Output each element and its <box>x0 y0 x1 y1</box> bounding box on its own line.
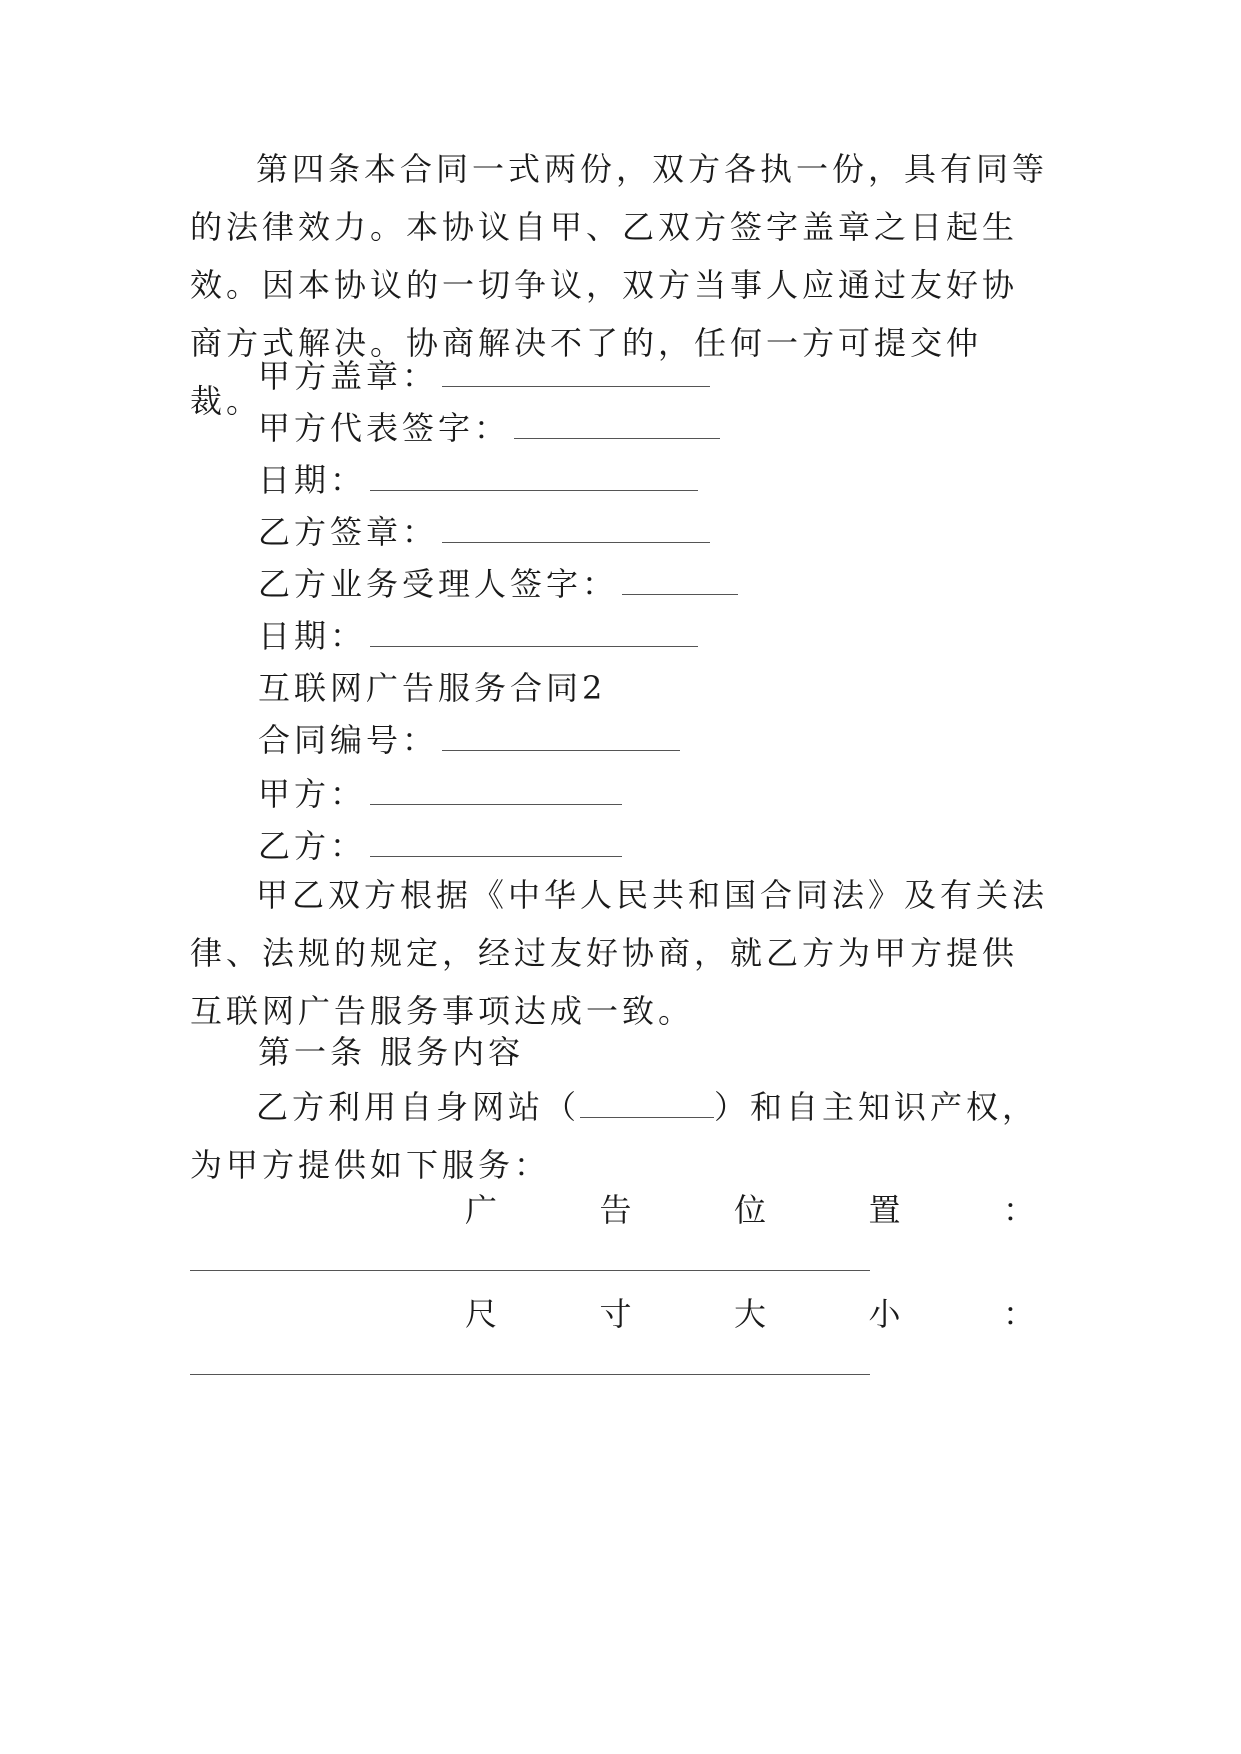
ad-position-row <box>465 1190 1035 1230</box>
ad-position-char-2: 告 <box>599 1191 632 1229</box>
party-a-rep-label: 甲方代表签字： <box>258 409 511 447</box>
party-b-label: 乙方： <box>258 827 367 865</box>
party-b-agent-label: 乙方业务受理人签字： <box>258 565 619 603</box>
article-1-title: 第一条 服务内容 <box>258 1033 525 1071</box>
service-text-1: 乙方利用自身网站（ <box>256 1088 581 1126</box>
party-b-seal-label: 乙方签章： <box>258 513 439 551</box>
ad-size-colon: ： <box>1002 1295 1035 1333</box>
ad-size-char-3: 大 <box>733 1295 766 1333</box>
ad-position-blank[interactable] <box>190 1270 870 1271</box>
ad-position-char-1: 广 <box>465 1191 498 1229</box>
party-a-label: 甲方： <box>258 775 367 813</box>
party-a-seal-label: 甲方盖章： <box>258 357 439 395</box>
date-label-1: 日期： <box>258 461 367 499</box>
service-paragraph <box>190 1078 1050 1194</box>
article-4-paragraph: 第四条本合同一式两份，双方各执一份，具有同等的法律效力。本协议自甲、乙双方签字盖章之日起生效。因本协议的一切争议，双方当事人应通过友好协商方式解决。协商解决不了的，任何一方可提交仲裁。 <box>190 150 1049 420</box>
date-line-2 <box>258 616 698 656</box>
ad-position-char-3: 位 <box>733 1191 766 1229</box>
ad-size-char-2: 寸 <box>599 1295 632 1333</box>
party-a-seal-line <box>258 356 710 396</box>
party-b-line <box>258 826 622 866</box>
contract-number-blank[interactable] <box>442 750 680 751</box>
ad-size-row <box>465 1294 1035 1334</box>
service-text-2: ）和自主知识产权，为甲方提供如下服务： <box>190 1088 1039 1184</box>
party-b-seal-line <box>258 512 710 552</box>
party-b-agent-blank[interactable] <box>622 594 738 595</box>
party-a-seal-blank[interactable] <box>442 386 710 387</box>
date-line-1 <box>258 460 698 500</box>
preamble-paragraph: 甲乙双方根据《中华人民共和国合同法》及有关法律、法规的规定，经过友好协商，就乙方为甲方提供互联网广告服务事项达成一致。 <box>190 876 1049 1030</box>
party-b-blank[interactable] <box>370 856 622 857</box>
party-b-seal-blank[interactable] <box>442 542 710 543</box>
ad-size-char-4: 小 <box>868 1295 901 1333</box>
party-b-agent-line <box>258 564 738 604</box>
date-label-2: 日期： <box>258 617 367 655</box>
party-a-rep-blank[interactable] <box>514 438 720 439</box>
party-a-rep-line <box>258 408 720 448</box>
contract-number-label: 合同编号： <box>258 721 439 759</box>
ad-size-blank[interactable] <box>190 1374 870 1375</box>
date-blank-1[interactable] <box>370 490 698 491</box>
contract-2-title: 互联网广告服务合同2 <box>258 669 607 707</box>
contract-number-line <box>258 720 680 760</box>
date-blank-2[interactable] <box>370 646 698 647</box>
ad-position-colon: ： <box>1002 1191 1035 1229</box>
website-blank[interactable] <box>580 1117 714 1118</box>
ad-size-char-1: 尺 <box>465 1295 498 1333</box>
party-a-blank[interactable] <box>370 804 622 805</box>
ad-position-char-4: 置 <box>868 1191 901 1229</box>
party-a-line <box>258 774 622 814</box>
